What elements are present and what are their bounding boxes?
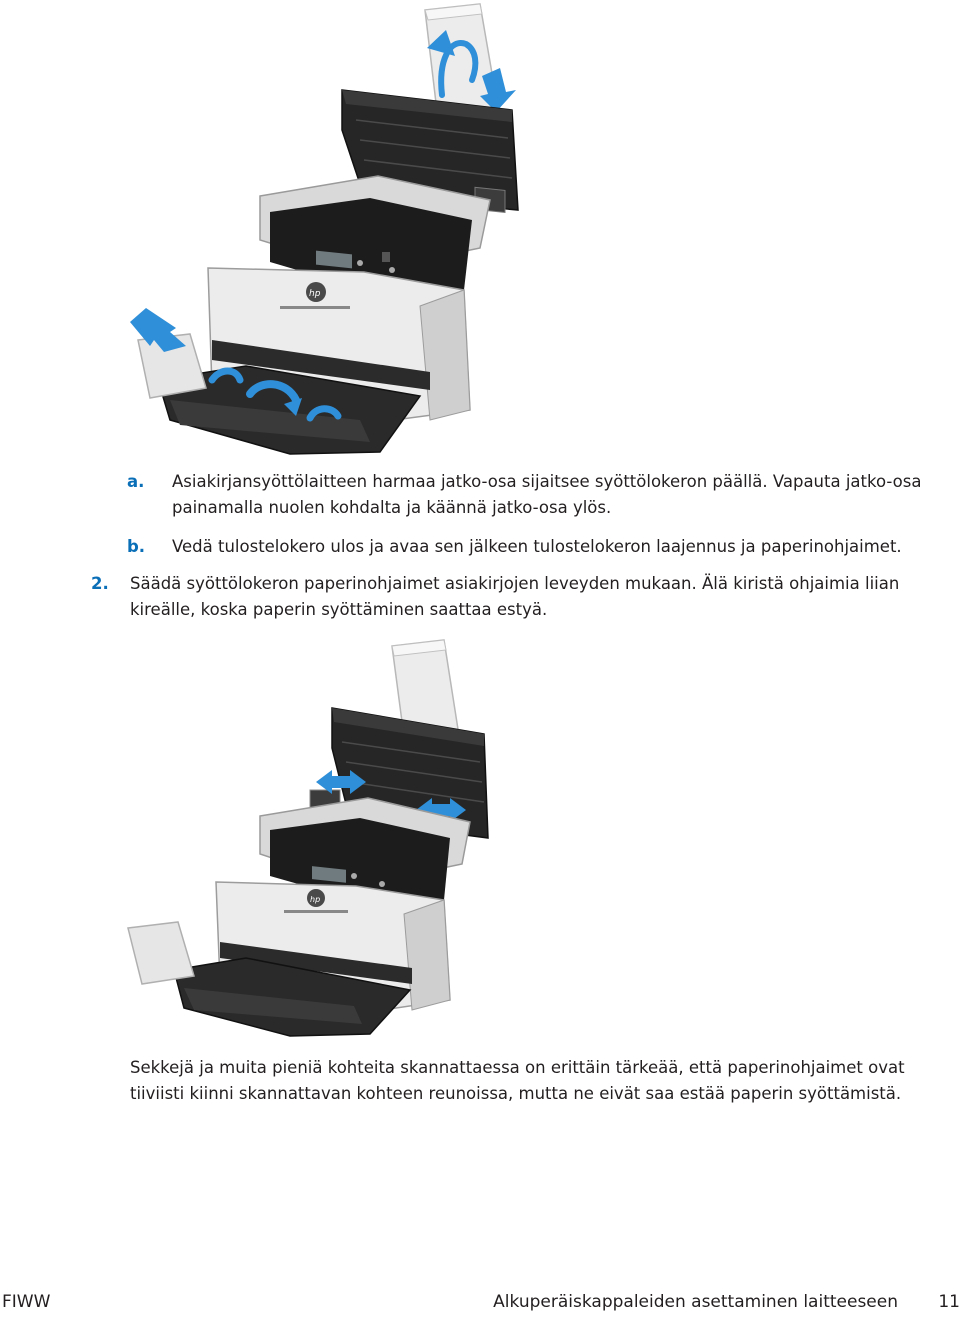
footer-locale: FIWW (2, 1292, 51, 1312)
step-b-marker: b. (127, 537, 146, 556)
step-2-marker: 2. (91, 574, 109, 593)
note-text: Sekkejä ja muita pieniä kohteita skannattaessa on erittäin tärkeää, että paperinohjaimet ovat tiiviisti kiinni skannattavan kohteen reunoissa, mutta ne eivät saa estää paperin syöttämistä. (130, 1058, 905, 1103)
footer-page-number: 11 (938, 1292, 960, 1312)
step-a-text: Asiakirjansyöttölaitteen harmaa jatko-osa sijaitsee syöttölokeron päällä. Vapauta jatko-osa painamalla nuolen kohdalta ja käännä jatko-osa ylös. (172, 472, 922, 517)
footer-section-title: Alkuperäiskappaleiden asettaminen laitteeseen (493, 1292, 898, 1312)
page-footer (0, 1292, 960, 1318)
step-b (127, 534, 930, 560)
step-2-text: Säädä syöttölokeron paperinohjaimet asiakirjojen leveyden mukaan. Älä kiristä ohjaimia liian kireälle, koska paperin syöttäminen saattaa estyä. (130, 574, 900, 619)
step-2 (91, 571, 915, 623)
svg-text:hp: hp (309, 289, 321, 299)
step-a-marker: a. (127, 472, 145, 491)
scanner-illustration-2 (120, 638, 510, 1038)
scanner-illustration-1 (120, 0, 540, 455)
step-a (127, 469, 930, 521)
svg-text:hp: hp (310, 895, 321, 904)
step-b-text: Vedä tulostelokero ulos ja avaa sen jälkeen tulostelokeron laajennus ja paperinohjaimet. (172, 537, 902, 556)
